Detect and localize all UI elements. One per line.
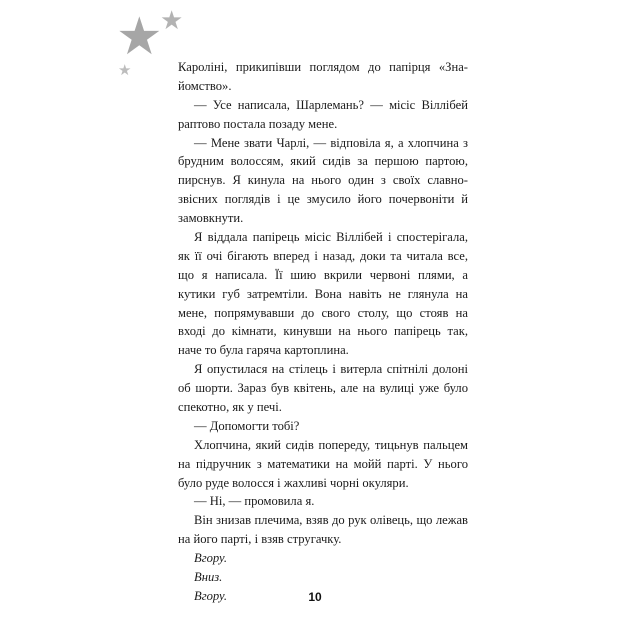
paragraph: Вниз.: [194, 570, 223, 585]
paragraph: Вгору.: [194, 588, 227, 603]
star-icon: ★: [160, 6, 184, 35]
paragraph: — Усе написала, Шарлемань? — місіс Віллібей раптово постала позаду мене.: [178, 97, 468, 131]
star-icon: ★: [116, 9, 163, 66]
page-number: 10: [308, 590, 322, 604]
paragraph: — Ні, — промовила я.: [194, 494, 315, 509]
body-text: [178, 58, 468, 606]
paragraph: Хлопчина, який сидів попереду, тицьнув пальцем на підручник з математики на мойй парті. У нього було руде волосся і жахливі чорні окуляри.: [178, 437, 468, 490]
paragraph: Кароліні, прикипівши поглядом до папірця «Знайомство».: [178, 60, 468, 93]
star-icon: ★: [118, 63, 132, 79]
paragraph: — Допомогти тобі?: [194, 418, 300, 433]
paragraph: Він знизав плечима, взяв до рук олівець, що лежав на його парті, і взяв стругачку.: [178, 513, 468, 547]
paragraph: Я опустилася на стілець і витерла спітнілі долоні об шорти. Зараз був квітень, але на вулиці уже було спекотно, як у печі.: [178, 362, 468, 415]
paragraph: Я віддала папірець місіс Віллібей і спостерігала, як її очі бігають вперед і назад, доки та читала все, що я написала. Її шию вкрили червоні плями, а кутики губ затремтіли. Вона навіть не глянула на мене, попрямувавши до свого столу, що стояв на вході до кімнати, кинувши на нього папірець так, наче то була гаряча картоплина.: [178, 230, 468, 358]
paragraph: Вгору.: [194, 551, 227, 566]
paragraph: — Мене звати Чарлі, — відповіла я, а хлопчина з брудним волоссям, який сидів за першою партою, пирснув. Я кинула на нього один з своїх славнозвісних поглядів і це змусило його почервоніти й замовкнути.: [178, 135, 468, 226]
